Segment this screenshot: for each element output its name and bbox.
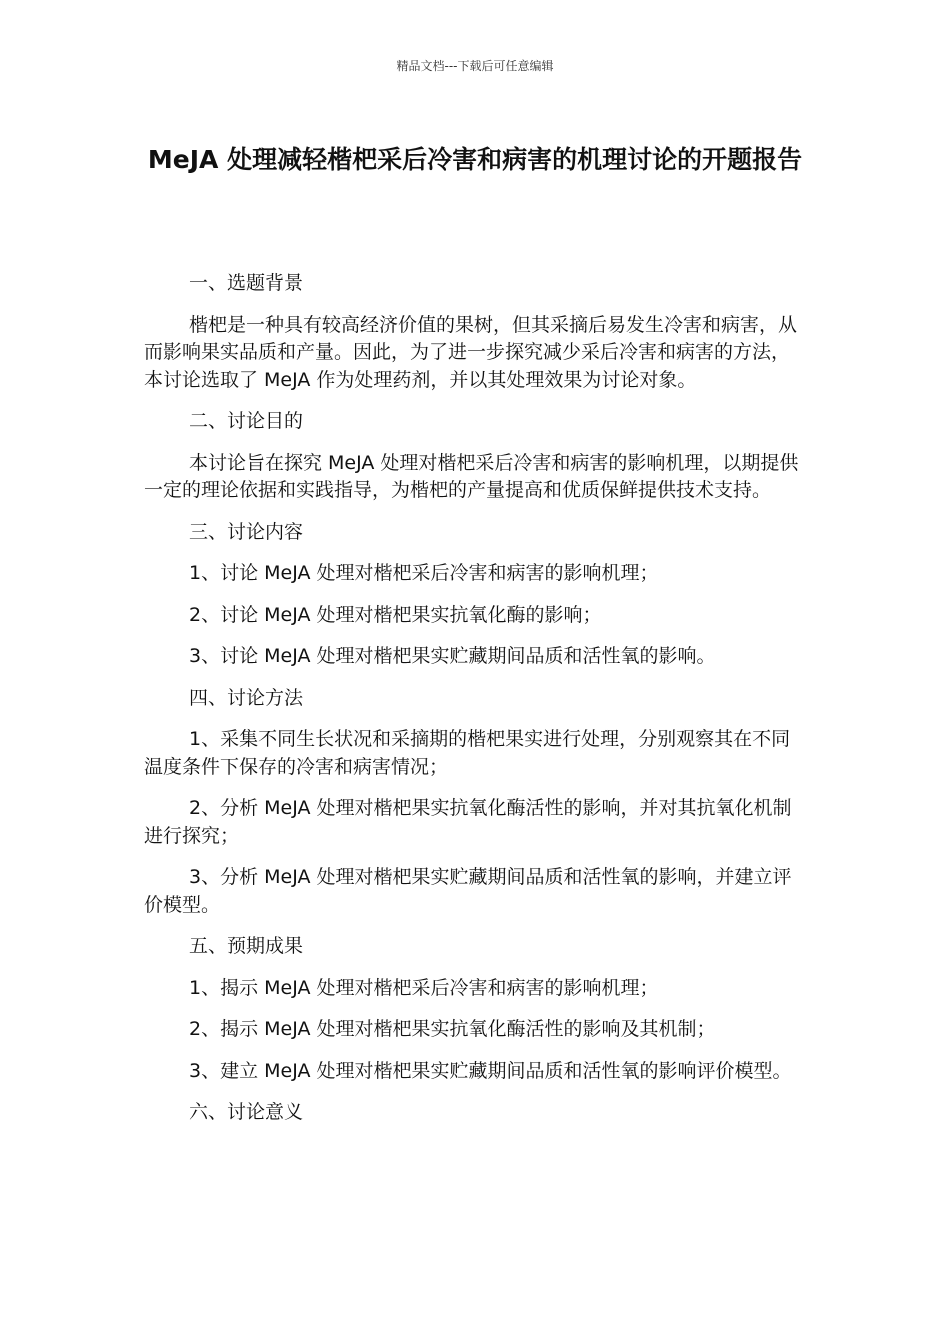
section-heading-outcomes: 五、预期成果 [189, 935, 304, 957]
list-item-content-2: 2、讨论 MeJA 处理对楷杷果实抗氧化酶的影响； [189, 603, 602, 626]
list-item-outcomes-3: 3、建立 MeJA 处理对楷杷果实贮藏期间品质和活性氧的影响评价模型。 [189, 1059, 792, 1082]
paragraph-purpose: 本讨论旨在探究 MeJA 处理对楷杷采后冷害和病害的影响机理，以期提供一定的理论依据和实践指导，为楷杷的产量提高和优质保鲜提供技术支持。 [144, 451, 799, 501]
section-heading-purpose: 二、讨论目的 [189, 410, 304, 432]
document-title: MeJA 处理减轻楷杷采后冷害和病害的机理讨论的开题报告 [147, 145, 803, 174]
section-heading-methods: 四、讨论方法 [189, 686, 304, 709]
section-heading-background: 一、选题背景 [189, 272, 304, 294]
header-note: 精品文档---下载后可任意编辑 [396, 59, 554, 73]
list-item-methods-2: 2、分析 MeJA 处理对楷杷果实抗氧化酶活性的影响，并对其抗氧化机制进行探究； [144, 797, 792, 847]
section-heading-content: 三、讨论内容 [189, 520, 304, 543]
list-item-methods-1: 1、采集不同生长状况和采摘期的楷杷果实进行处理，分别观察其在不同温度条件下保存的冷害和病害情况； [144, 728, 791, 778]
list-item-outcomes-1: 1、揭示 MeJA 处理对楷杷采后冷害和病害的影响机理； [189, 976, 659, 999]
section-heading-significance: 六、讨论意义 [189, 1101, 304, 1123]
paragraph-background: 楷杷是一种具有较高经济价值的果树，但其采摘后易发生冷害和病害，从而影响果实品质和产量。因此，为了进一步探究减少采后冷害和病害的方法，本讨论选取了 MeJA 作为处理药剂，并以其处理效果为讨论对象。 [144, 313, 798, 391]
list-item-outcomes-2: 2、揭示 MeJA 处理对楷杷果实抗氧化酶活性的影响及其机制； [189, 1018, 716, 1040]
list-item-methods-3: 3、分析 MeJA 处理对楷杷果实贮藏期间品质和活性氧的影响，并建立评价模型。 [144, 866, 792, 916]
list-item-content-1: 1、讨论 MeJA 处理对楷杷采后冷害和病害的影响机理； [189, 562, 659, 584]
list-item-content-3: 3、讨论 MeJA 处理对楷杷果实贮藏期间品质和活性氧的影响。 [189, 645, 716, 667]
document-body [144, 270, 808, 1141]
